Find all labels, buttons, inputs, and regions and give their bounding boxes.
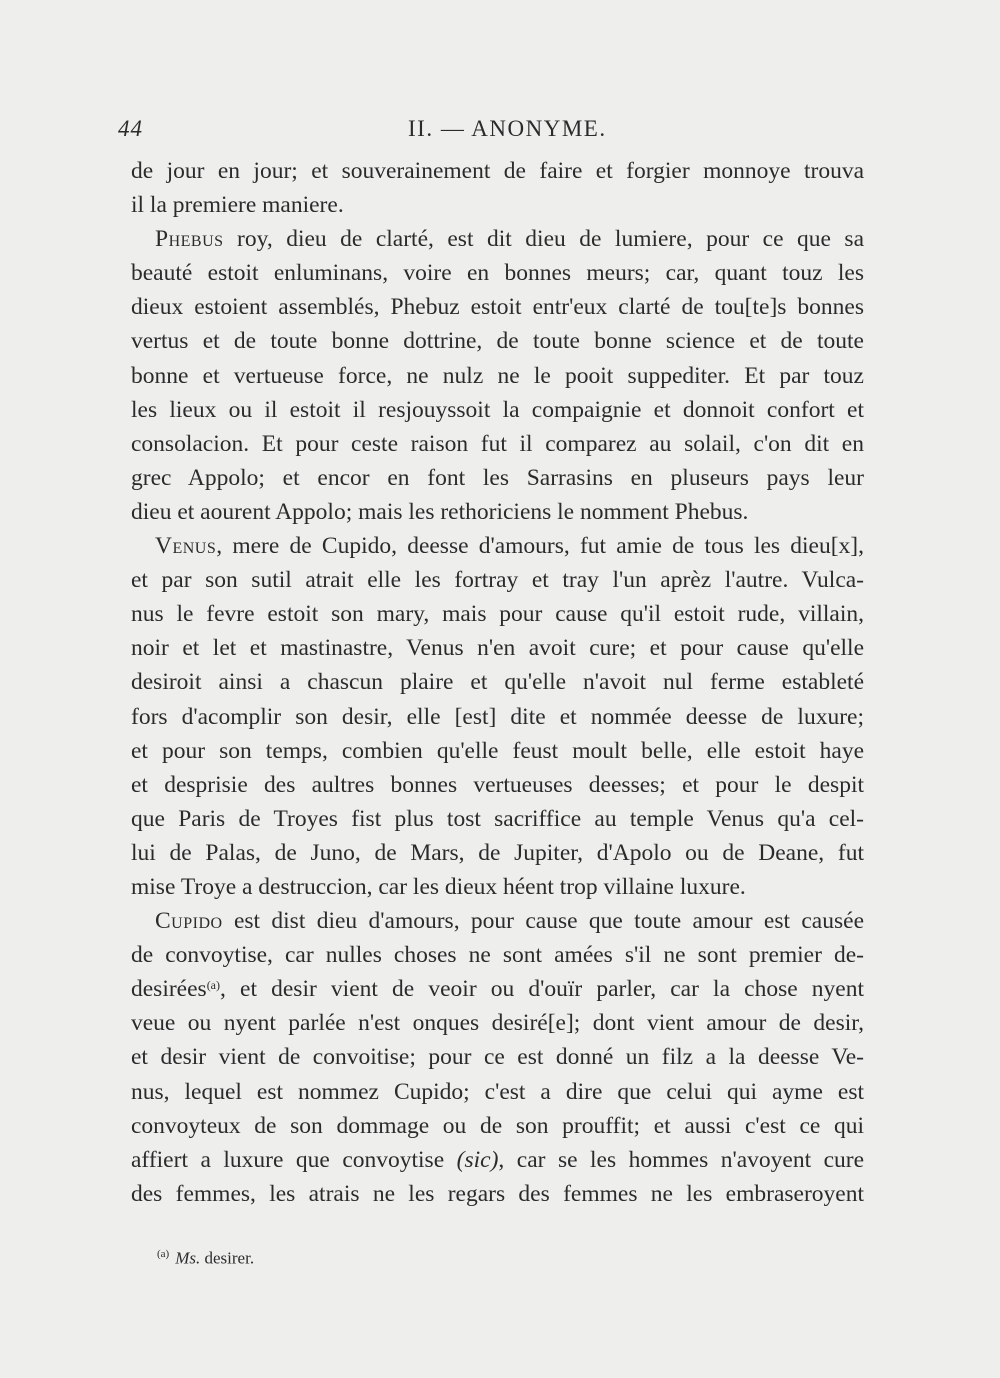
text-line: vertus et de toute bonne dottrine, de toute bonne science et de toute [131,328,864,355]
word-desirees: desirées [131,976,207,1003]
text-line: grec Appolo; et encor en font les Sarrasins en pluseurs pays leur [131,464,864,491]
text-line: fors d'acomplir son desir, elle [est] dite et nommée deesse de luxure; [131,703,864,730]
lead-word-cupido: Cupido [155,908,223,935]
text-line: et pour son temps, combien qu'elle feust moult belle, elle estoit haye [131,737,864,764]
lead-word-venus: Venus [155,533,217,560]
footnote-reference: (a) [206,978,221,993]
text-line: mise Troye a destruccion, car les dieux héent trop villaine luxure. [131,873,746,900]
text-line-body: , et desir vient de veoir ou d'ouïr parler, car la chose nyent [220,976,864,1003]
text-line: lui de Palas, de Juno, de Mars, de Jupiter, d'Apolo ou de Deane, fut [131,839,864,866]
text-line-body: , mere de Cupido, deesse d'amours, fut amie de tous les dieu[x], [216,533,864,560]
text-line [131,904,864,938]
text-line: beauté estoit enluminans, voire en bonnes meurs; car, quant touz les [131,260,864,287]
text-line: dieu et aourent Appolo; mais les rethoriciens le nomment Phebus. [131,498,749,525]
text-line: bonne et vertueuse force, ne nulz ne le pooit suppediter. Et par touz [131,362,864,389]
text-line [131,1143,864,1177]
text-line: dieux estoient assemblés, Phebuz estoit entr'eux clarté de tou[te]s bonnes [131,294,864,321]
running-head [118,116,878,146]
text-line: noir et let et mastinastre, Venus n'en avoit cure; et pour cause qu'elle [131,635,864,662]
text-line: desiroit ainsi a chascun plaire et qu'elle n'avoit nul ferme estableté [131,669,864,696]
text-line: convoyteux de son dommage ou de son prouffit; et aussi c'est ce qui [131,1112,864,1139]
text-line [131,222,864,256]
text-line: et desprisie des aultres bonnes vertueuses deesses; et pour le despit [131,771,864,798]
text-line-body: est dist dieu d'amours, pour cause que toute amour est causée [233,908,864,935]
footnote-mark: (a) [157,1248,170,1260]
footnote [157,1248,254,1269]
body-text [131,154,864,1211]
text-line: nus, lequel est nommez Cupido; c'est a dire que celui qui ayme est [131,1078,864,1105]
footnote-label: Ms. [175,1248,201,1268]
text-line-body: , car se les hommes n'avoyent cure [498,1146,864,1173]
text-line: de convoytise, car nulles choses ne sont amées s'il ne sont premier de- [131,942,864,969]
text-line-body: roy, dieu de clarté, est dit dieu de lumiere, pour ce que sa [237,226,864,253]
page-number: 44 [118,116,143,141]
text-line: que Paris de Troyes fist plus tost sacriffice au temple Venus qu'a cel- [131,805,864,832]
text-line: des femmes, les atrais ne les regars des femmes ne les embraseroyent [131,1180,864,1207]
text-line [131,972,864,1006]
text-line: veue ou nyent parlée n'est onques desiré[e]; dont vient amour de desir, [131,1010,864,1037]
lead-word-phebus: Phebus [155,226,224,253]
text-line-body: affiert a luxure que convoytise [131,1146,445,1173]
text-line: et par son sutil atrait elle les fortray et tray l'un aprèz l'autre. Vulca- [131,567,864,594]
text-line: les lieux ou il estoit il resjouyssoit la compaignie et donnoit confort et [131,396,864,423]
text-line: nus le fevre estoit son mary, mais pour cause qu'il estoit rude, villain, [131,601,864,628]
text-line [131,529,864,563]
text-line: consolacion. Et pour ceste raison fut il comparez au solail, c'on dit en [131,430,864,457]
sic-annotation: (sic) [456,1146,499,1173]
footnote-text: desirer. [204,1248,255,1268]
text-line: de jour en jour; et souverainement de faire et forgier monnoye trouva [131,158,864,184]
text-line: il la premiere maniere. [131,192,344,219]
text-line: et desir vient de convoitise; pour ce est donné un filz a la deesse Ve- [131,1044,864,1071]
running-head-title: II. — ANONYME. [408,116,607,141]
